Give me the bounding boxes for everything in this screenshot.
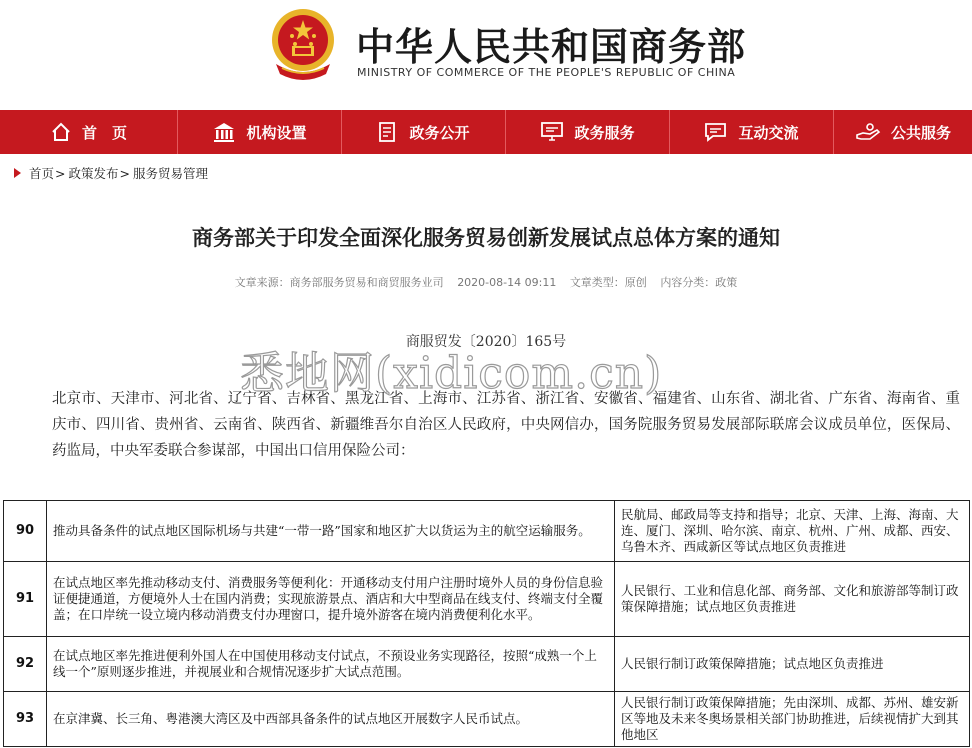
row-number: 91 bbox=[4, 562, 47, 637]
article-title: 商务部关于印发全面深化服务贸易创新发展试点总体方案的通知 bbox=[192, 225, 780, 250]
hand-icon bbox=[855, 121, 881, 143]
nav-item-government-service[interactable] bbox=[506, 110, 670, 154]
task-cell: 推动具备条件的试点地区国际机场与共建“一带一路”国家和地区扩大以货运为主的航空运输服务。 bbox=[47, 501, 615, 562]
national-emblem-icon[interactable] bbox=[268, 6, 338, 82]
breadcrumb: 首页 > 政策发布 > 服务贸易管理 bbox=[14, 164, 208, 182]
site-subtitle: MINISTRY OF COMMERCE OF THE PEOPLE'S REPUBLIC OF CHINA bbox=[357, 66, 736, 79]
nav-item-organization[interactable] bbox=[178, 110, 342, 154]
responsibility-cell: 人民银行制订政策保障措施；先由深圳、成都、苏州、雄安新区等地及未来冬奥场景相关部门协助推进，后续视情扩大到其他地区 bbox=[615, 692, 970, 747]
nav-label: 首 页 bbox=[81, 123, 127, 142]
nav-label: 互动交流 bbox=[738, 123, 799, 142]
responsibility-cell: 人民银行、工业和信息化部、商务部、文化和旅游部等制订政策保障措施；试点地区负责推进 bbox=[615, 562, 970, 637]
nav-item-government-affairs[interactable] bbox=[342, 110, 506, 154]
section-gap bbox=[0, 468, 972, 500]
site-title[interactable]: 中华人民共和国商务部 bbox=[356, 24, 747, 69]
nav-label: 政务公开 bbox=[409, 123, 470, 142]
responsibility-cell: 人民银行制订政策保障措施；试点地区负责推进 bbox=[615, 637, 970, 692]
watermark: 悉地网(xidicom.cn) bbox=[240, 348, 663, 399]
breadcrumb-arrow-icon bbox=[14, 168, 21, 178]
article-type: 文章类型：原创 bbox=[569, 276, 647, 289]
article-meta bbox=[0, 274, 972, 290]
breadcrumb-service-trade[interactable]: 服务贸易管理 bbox=[133, 166, 209, 181]
task-cell: 在试点地区率先推进便利外国人在中国使用移动支付试点，不预设业务实现路径，按照“成熟一个上线一个”原则逐步推进，并视展业和合规情况逐步扩大试点范围。 bbox=[47, 637, 615, 692]
nav-item-home[interactable] bbox=[0, 110, 178, 154]
task-cell: 在京津冀、长三角、粤港澳大湾区及中西部具备条件的试点地区开展数字人民币试点。 bbox=[47, 692, 615, 747]
row-number: 92 bbox=[4, 637, 47, 692]
nav-label: 机构设置 bbox=[246, 123, 307, 142]
home-icon bbox=[50, 121, 72, 143]
service-icon bbox=[540, 121, 564, 143]
document-number: 商服贸发〔2020〕165号 bbox=[405, 334, 567, 350]
nav-item-interaction[interactable] bbox=[670, 110, 834, 154]
row-number: 90 bbox=[4, 501, 47, 562]
table-row bbox=[4, 637, 970, 692]
table-row bbox=[4, 562, 970, 637]
building-icon bbox=[212, 121, 236, 143]
recipients-paragraph: 北京市、天津市、河北省、辽宁省、吉林省、黑龙江省、上海市、江苏省、浙江省、安徽省、福建省、山东省、湖北省、广东省、海南省、重庆市、四川省、贵州省、云南省、陕西省、新疆维吾尔自治区人民政府，中央网信办，国务院服务贸易发展部际联席会议成员单位，医保局、药监局，中央军委联合参谋部，中国出口信用保险公司： bbox=[52, 391, 960, 459]
site-header bbox=[0, 0, 972, 110]
document-icon bbox=[377, 121, 399, 143]
table-row bbox=[4, 692, 970, 747]
breadcrumb-home[interactable]: 首页 bbox=[29, 166, 55, 181]
tasks-table bbox=[3, 500, 970, 747]
nav-label: 政务服务 bbox=[574, 123, 635, 142]
responsibility-cell: 民航局、邮政局等支持和指导；北京、天津、上海、海南、大连、厦门、深圳、哈尔滨、南京、杭州、广州、成都、西安、乌鲁木齐、西咸新区等试点地区负责推进 bbox=[615, 501, 970, 562]
article-source: 文章来源：商务部服务贸易和商贸服务业司 bbox=[234, 276, 444, 289]
table-row bbox=[4, 501, 970, 562]
nav-label: 公共服务 bbox=[890, 123, 951, 142]
nav-item-public-service[interactable] bbox=[834, 110, 972, 154]
article-date: 2020-08-14 09:11 bbox=[457, 276, 557, 289]
article-category: 内容分类：政策 bbox=[660, 276, 738, 289]
chat-icon bbox=[704, 121, 728, 143]
breadcrumb-policy[interactable]: 政策发布 bbox=[68, 166, 119, 181]
row-number: 93 bbox=[4, 692, 47, 747]
task-cell: 在试点地区率先推动移动支付、消费服务等便利化：开通移动支付用户注册时境外人员的身份信息验证便捷通道，方便境外人士在国内消费；实现旅游景点、酒店和大中型商品在线支付、终端支付全覆盖；在口岸统一设立境内移动消费支付办理窗口，提升境外游客在境内消费便利化水平。 bbox=[47, 562, 615, 637]
main-nav bbox=[0, 110, 972, 154]
